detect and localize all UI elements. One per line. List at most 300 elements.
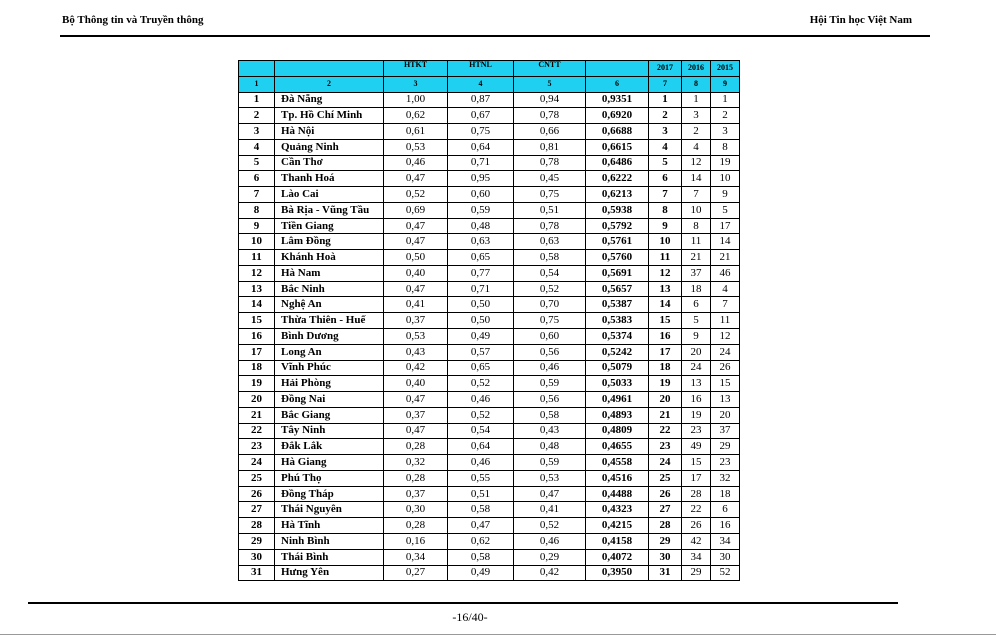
cntt-cell: 0,58	[514, 250, 586, 266]
index-cell: 0,5374	[586, 329, 649, 345]
rank-2015-cell: 14	[711, 234, 740, 250]
htnl-cell: 0,65	[448, 360, 514, 376]
htnl-cell: 0,48	[448, 218, 514, 234]
htkt-cell: 0,37	[384, 313, 448, 329]
cntt-cell: 0,43	[514, 423, 586, 439]
rank-cell: 18	[239, 360, 275, 376]
htkt-cell: 0,30	[384, 502, 448, 518]
htkt-cell: 0,40	[384, 265, 448, 281]
htkt-cell: 0,43	[384, 344, 448, 360]
rank-2016-cell: 3	[682, 108, 711, 124]
index-cell: 0,6222	[586, 171, 649, 187]
cntt-cell: 0,66	[514, 124, 586, 140]
rank-2017-cell: 12	[649, 265, 682, 281]
rank-2015-cell: 1	[711, 92, 740, 108]
table-row	[239, 281, 740, 297]
rank-2016-cell: 1	[682, 92, 711, 108]
column-header-cntt: CNTT	[514, 61, 586, 77]
rank-2016-cell: 24	[682, 360, 711, 376]
column-number: 9	[711, 76, 740, 92]
rank-2016-cell: 42	[682, 533, 711, 549]
rank-2016-cell: 29	[682, 565, 711, 581]
htkt-cell: 0,27	[384, 565, 448, 581]
cntt-cell: 0,78	[514, 218, 586, 234]
cntt-cell: 0,29	[514, 549, 586, 565]
htnl-cell: 0,58	[448, 549, 514, 565]
cntt-cell: 0,54	[514, 265, 586, 281]
cntt-cell: 0,46	[514, 533, 586, 549]
province-cell: Bình Dương	[275, 329, 384, 345]
rank-2017-cell: 16	[649, 329, 682, 345]
rank-2015-cell: 18	[711, 486, 740, 502]
rank-cell: 27	[239, 502, 275, 518]
rank-2016-cell: 12	[682, 155, 711, 171]
htnl-cell: 0,62	[448, 533, 514, 549]
rank-cell: 3	[239, 124, 275, 140]
rank-2017-cell: 9	[649, 218, 682, 234]
index-cell: 0,4655	[586, 439, 649, 455]
province-cell: Long An	[275, 344, 384, 360]
province-cell: Hà Giang	[275, 455, 384, 471]
rank-2015-cell: 21	[711, 250, 740, 266]
rank-cell: 29	[239, 533, 275, 549]
htkt-cell: 0,62	[384, 108, 448, 124]
htkt-cell: 0,53	[384, 139, 448, 155]
index-cell: 0,5691	[586, 265, 649, 281]
htkt-cell: 0,16	[384, 533, 448, 549]
index-cell: 0,4893	[586, 407, 649, 423]
column-header	[586, 61, 649, 77]
index-cell: 0,4809	[586, 423, 649, 439]
rank-cell: 14	[239, 297, 275, 313]
cntt-cell: 0,94	[514, 92, 586, 108]
rank-2015-cell: 30	[711, 549, 740, 565]
htkt-cell: 0,50	[384, 250, 448, 266]
rank-2015-cell: 26	[711, 360, 740, 376]
htnl-cell: 0,95	[448, 171, 514, 187]
province-cell: Cần Thơ	[275, 155, 384, 171]
table-row	[239, 486, 740, 502]
page-edge	[0, 634, 996, 635]
rank-2016-cell: 16	[682, 392, 711, 408]
table-row	[239, 92, 740, 108]
index-cell: 0,6213	[586, 187, 649, 203]
rank-2016-cell: 22	[682, 502, 711, 518]
index-cell: 0,6688	[586, 124, 649, 140]
index-cell: 0,4215	[586, 518, 649, 534]
rank-2017-cell: 17	[649, 344, 682, 360]
province-cell: Thái Bình	[275, 549, 384, 565]
index-cell: 0,5033	[586, 376, 649, 392]
rank-2015-cell: 23	[711, 455, 740, 471]
rank-cell: 5	[239, 155, 275, 171]
rank-2016-cell: 9	[682, 329, 711, 345]
rank-cell: 13	[239, 281, 275, 297]
province-cell: Đà Nẵng	[275, 92, 384, 108]
table-row	[239, 376, 740, 392]
cntt-cell: 0,56	[514, 344, 586, 360]
column-header	[239, 61, 275, 77]
rank-cell: 20	[239, 392, 275, 408]
province-cell: Hưng Yên	[275, 565, 384, 581]
province-cell: Thừa Thiên - Huế	[275, 313, 384, 329]
htnl-cell: 0,71	[448, 155, 514, 171]
index-cell: 0,5761	[586, 234, 649, 250]
table-row	[239, 313, 740, 329]
rank-cell: 4	[239, 139, 275, 155]
cntt-cell: 0,78	[514, 155, 586, 171]
rank-2016-cell: 28	[682, 486, 711, 502]
rank-2017-cell: 26	[649, 486, 682, 502]
rank-2017-cell: 3	[649, 124, 682, 140]
rank-2016-cell: 7	[682, 187, 711, 203]
cntt-cell: 0,75	[514, 187, 586, 203]
table-row	[239, 518, 740, 534]
rank-2015-cell: 2	[711, 108, 740, 124]
rank-2017-cell: 1	[649, 92, 682, 108]
cntt-cell: 0,48	[514, 439, 586, 455]
rank-2015-cell: 9	[711, 187, 740, 203]
cntt-cell: 0,59	[514, 376, 586, 392]
htnl-cell: 0,63	[448, 234, 514, 250]
htnl-cell: 0,87	[448, 92, 514, 108]
column-header-2017: 2017	[649, 61, 682, 77]
rank-cell: 10	[239, 234, 275, 250]
table-row	[239, 139, 740, 155]
index-cell: 0,5387	[586, 297, 649, 313]
cntt-cell: 0,78	[514, 108, 586, 124]
rank-2015-cell: 6	[711, 502, 740, 518]
rank-2016-cell: 34	[682, 549, 711, 565]
rank-cell: 25	[239, 470, 275, 486]
htkt-cell: 0,37	[384, 486, 448, 502]
rank-2016-cell: 11	[682, 234, 711, 250]
province-cell: Bắc Ninh	[275, 281, 384, 297]
index-cell: 0,4072	[586, 549, 649, 565]
index-cell: 0,6615	[586, 139, 649, 155]
htkt-cell: 0,61	[384, 124, 448, 140]
rank-2015-cell: 20	[711, 407, 740, 423]
rank-2017-cell: 11	[649, 250, 682, 266]
rank-2016-cell: 14	[682, 171, 711, 187]
rank-2015-cell: 46	[711, 265, 740, 281]
index-cell: 0,5383	[586, 313, 649, 329]
rank-cell: 17	[239, 344, 275, 360]
htkt-cell: 0,37	[384, 407, 448, 423]
table-row	[239, 470, 740, 486]
province-cell: Lào Cai	[275, 187, 384, 203]
rank-cell: 26	[239, 486, 275, 502]
table-row	[239, 218, 740, 234]
rank-2017-cell: 5	[649, 155, 682, 171]
table-row	[239, 155, 740, 171]
rank-cell: 15	[239, 313, 275, 329]
rank-2016-cell: 37	[682, 265, 711, 281]
htkt-cell: 0,47	[384, 392, 448, 408]
rank-2017-cell: 22	[649, 423, 682, 439]
index-cell: 0,3950	[586, 565, 649, 581]
province-cell: Tiền Giang	[275, 218, 384, 234]
province-cell: Thái Nguyên	[275, 502, 384, 518]
rank-2016-cell: 5	[682, 313, 711, 329]
rank-cell: 23	[239, 439, 275, 455]
rank-2017-cell: 31	[649, 565, 682, 581]
province-cell: Hà Nam	[275, 265, 384, 281]
rank-2016-cell: 49	[682, 439, 711, 455]
column-number: 4	[448, 76, 514, 92]
htkt-cell: 0,28	[384, 439, 448, 455]
rank-cell: 21	[239, 407, 275, 423]
htnl-cell: 0,71	[448, 281, 514, 297]
rank-2017-cell: 27	[649, 502, 682, 518]
htnl-cell: 0,67	[448, 108, 514, 124]
cntt-cell: 0,52	[514, 281, 586, 297]
htkt-cell: 0,42	[384, 360, 448, 376]
htkt-cell: 0,41	[384, 297, 448, 313]
page-number: -16/40-	[452, 610, 488, 624]
rank-2016-cell: 26	[682, 518, 711, 534]
htnl-cell: 0,49	[448, 565, 514, 581]
rank-2017-cell: 14	[649, 297, 682, 313]
column-header-2016: 2016	[682, 61, 711, 77]
rank-cell: 2	[239, 108, 275, 124]
rank-2015-cell: 29	[711, 439, 740, 455]
table-row	[239, 360, 740, 376]
province-cell: Đồng Nai	[275, 392, 384, 408]
rank-2017-cell: 4	[649, 139, 682, 155]
province-cell: Đắk Lắk	[275, 439, 384, 455]
table-row	[239, 439, 740, 455]
rank-2015-cell: 10	[711, 171, 740, 187]
htnl-cell: 0,77	[448, 265, 514, 281]
column-number: 6	[586, 76, 649, 92]
rank-2015-cell: 5	[711, 202, 740, 218]
rank-2015-cell: 15	[711, 376, 740, 392]
htnl-cell: 0,59	[448, 202, 514, 218]
cntt-cell: 0,70	[514, 297, 586, 313]
cntt-cell: 0,56	[514, 392, 586, 408]
table-row	[239, 549, 740, 565]
province-cell: Lâm Đồng	[275, 234, 384, 250]
province-cell: Hà Tĩnh	[275, 518, 384, 534]
cntt-cell: 0,45	[514, 171, 586, 187]
index-cell: 0,4961	[586, 392, 649, 408]
htkt-cell: 0,34	[384, 549, 448, 565]
province-cell: Vĩnh Phúc	[275, 360, 384, 376]
province-cell: Thanh Hoá	[275, 171, 384, 187]
cntt-cell: 0,51	[514, 202, 586, 218]
htkt-cell: 0,47	[384, 423, 448, 439]
rank-2016-cell: 23	[682, 423, 711, 439]
rank-2015-cell: 16	[711, 518, 740, 534]
rank-2017-cell: 28	[649, 518, 682, 534]
province-cell: Nghệ An	[275, 297, 384, 313]
rank-2017-cell: 2	[649, 108, 682, 124]
rank-cell: 6	[239, 171, 275, 187]
ranking-table	[238, 60, 740, 581]
rank-2017-cell: 24	[649, 455, 682, 471]
rank-2015-cell: 24	[711, 344, 740, 360]
table-row	[239, 565, 740, 581]
htkt-cell: 1,00	[384, 92, 448, 108]
rank-2017-cell: 29	[649, 533, 682, 549]
htnl-cell: 0,50	[448, 297, 514, 313]
index-cell: 0,4323	[586, 502, 649, 518]
index-cell: 0,5760	[586, 250, 649, 266]
table-body	[239, 92, 740, 581]
table-header-row	[239, 61, 740, 77]
document-header-left: Bộ Thông tin và Truyền thông	[62, 14, 204, 26]
rank-2015-cell: 7	[711, 297, 740, 313]
rank-2017-cell: 6	[649, 171, 682, 187]
rank-2015-cell: 4	[711, 281, 740, 297]
htnl-cell: 0,52	[448, 407, 514, 423]
table-row	[239, 455, 740, 471]
htnl-cell: 0,47	[448, 518, 514, 534]
rank-2017-cell: 10	[649, 234, 682, 250]
rank-2015-cell: 34	[711, 533, 740, 549]
index-cell: 0,5079	[586, 360, 649, 376]
htnl-cell: 0,46	[448, 392, 514, 408]
rank-2017-cell: 8	[649, 202, 682, 218]
cntt-cell: 0,58	[514, 407, 586, 423]
column-number-row	[239, 76, 740, 92]
table-row	[239, 234, 740, 250]
htkt-cell: 0,47	[384, 171, 448, 187]
column-header-htkt: HTKT	[384, 61, 448, 77]
rank-cell: 22	[239, 423, 275, 439]
column-header	[275, 61, 384, 77]
province-cell: Bà Rịa - Vũng Tầu	[275, 202, 384, 218]
cntt-cell: 0,52	[514, 518, 586, 534]
htnl-cell: 0,55	[448, 470, 514, 486]
htkt-cell: 0,46	[384, 155, 448, 171]
table-row	[239, 171, 740, 187]
document-header-right: Hội Tin học Việt Nam	[809, 14, 912, 26]
rank-2017-cell: 18	[649, 360, 682, 376]
table-row	[239, 502, 740, 518]
htnl-cell: 0,75	[448, 124, 514, 140]
htnl-cell: 0,64	[448, 139, 514, 155]
province-cell: Ninh Bình	[275, 533, 384, 549]
rank-2016-cell: 2	[682, 124, 711, 140]
column-header-htnl: HTNL	[448, 61, 514, 77]
rank-2016-cell: 13	[682, 376, 711, 392]
column-number: 7	[649, 76, 682, 92]
header-divider	[60, 35, 930, 37]
htkt-cell: 0,53	[384, 329, 448, 345]
htnl-cell: 0,64	[448, 439, 514, 455]
cntt-cell: 0,59	[514, 455, 586, 471]
rank-2015-cell: 12	[711, 329, 740, 345]
rank-2017-cell: 23	[649, 439, 682, 455]
province-cell: Hải Phòng	[275, 376, 384, 392]
htkt-cell: 0,40	[384, 376, 448, 392]
rank-cell: 31	[239, 565, 275, 581]
rank-2015-cell: 37	[711, 423, 740, 439]
htkt-cell: 0,28	[384, 518, 448, 534]
rank-2015-cell: 52	[711, 565, 740, 581]
cntt-cell: 0,41	[514, 502, 586, 518]
index-cell: 0,5938	[586, 202, 649, 218]
rank-2015-cell: 13	[711, 392, 740, 408]
rank-2015-cell: 32	[711, 470, 740, 486]
cntt-cell: 0,42	[514, 565, 586, 581]
rank-2015-cell: 19	[711, 155, 740, 171]
rank-cell: 7	[239, 187, 275, 203]
column-number: 8	[682, 76, 711, 92]
rank-2017-cell: 20	[649, 392, 682, 408]
rank-2017-cell: 30	[649, 549, 682, 565]
rank-2017-cell: 15	[649, 313, 682, 329]
index-cell: 0,4558	[586, 455, 649, 471]
column-number: 5	[514, 76, 586, 92]
rank-cell: 28	[239, 518, 275, 534]
rank-2015-cell: 11	[711, 313, 740, 329]
cntt-cell: 0,46	[514, 360, 586, 376]
rank-2016-cell: 6	[682, 297, 711, 313]
province-cell: Quảng Ninh	[275, 139, 384, 155]
rank-2017-cell: 7	[649, 187, 682, 203]
table-row	[239, 423, 740, 439]
cntt-cell: 0,53	[514, 470, 586, 486]
cntt-cell: 0,63	[514, 234, 586, 250]
column-header-2015: 2015	[711, 61, 740, 77]
rank-2016-cell: 4	[682, 139, 711, 155]
province-cell: Bắc Giang	[275, 407, 384, 423]
cntt-cell: 0,81	[514, 139, 586, 155]
table-row	[239, 407, 740, 423]
rank-2016-cell: 18	[682, 281, 711, 297]
htkt-cell: 0,47	[384, 234, 448, 250]
column-number: 2	[275, 76, 384, 92]
cntt-cell: 0,75	[514, 313, 586, 329]
table-row	[239, 108, 740, 124]
rank-2016-cell: 19	[682, 407, 711, 423]
htnl-cell: 0,60	[448, 187, 514, 203]
rank-cell: 30	[239, 549, 275, 565]
index-cell: 0,5657	[586, 281, 649, 297]
province-cell: Tây Ninh	[275, 423, 384, 439]
rank-2016-cell: 20	[682, 344, 711, 360]
table-row	[239, 250, 740, 266]
htnl-cell: 0,52	[448, 376, 514, 392]
htnl-cell: 0,50	[448, 313, 514, 329]
rank-2016-cell: 15	[682, 455, 711, 471]
rank-cell: 9	[239, 218, 275, 234]
htkt-cell: 0,47	[384, 218, 448, 234]
rank-cell: 12	[239, 265, 275, 281]
htkt-cell: 0,69	[384, 202, 448, 218]
table-row	[239, 187, 740, 203]
rank-cell: 8	[239, 202, 275, 218]
province-cell: Đồng Tháp	[275, 486, 384, 502]
province-cell: Khánh Hoà	[275, 250, 384, 266]
table-row	[239, 297, 740, 313]
index-cell: 0,4516	[586, 470, 649, 486]
table-row	[239, 265, 740, 281]
index-cell: 0,5242	[586, 344, 649, 360]
rank-cell: 1	[239, 92, 275, 108]
rank-2016-cell: 8	[682, 218, 711, 234]
footer-divider	[28, 602, 898, 604]
htnl-cell: 0,58	[448, 502, 514, 518]
province-cell: Hà Nội	[275, 124, 384, 140]
index-cell: 0,6920	[586, 108, 649, 124]
rank-2015-cell: 8	[711, 139, 740, 155]
table-row	[239, 344, 740, 360]
htnl-cell: 0,51	[448, 486, 514, 502]
